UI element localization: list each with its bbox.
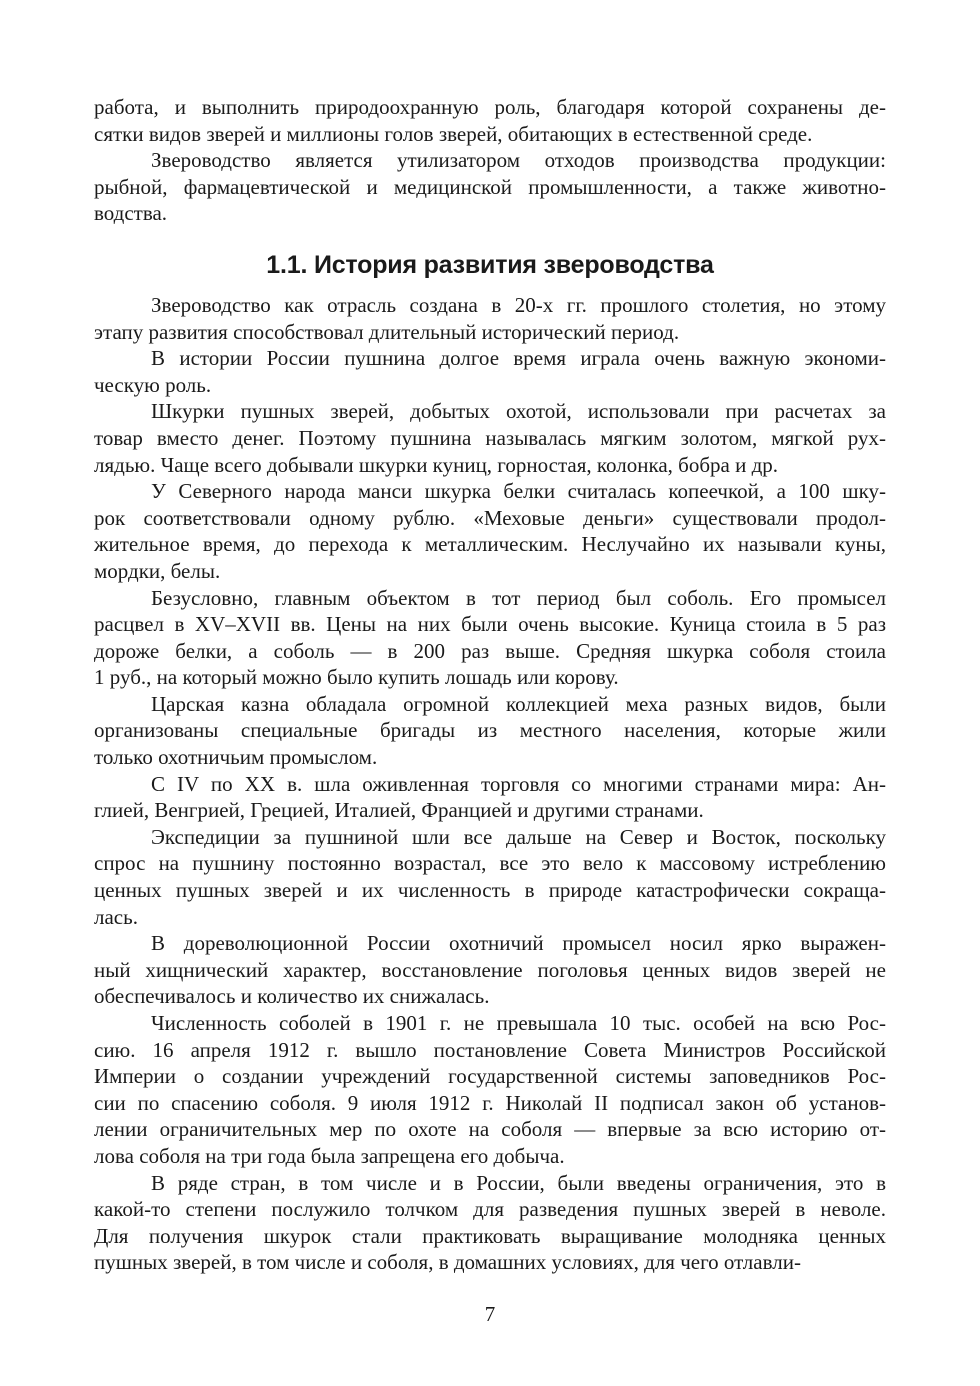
paragraph xyxy=(94,94,886,147)
paragraph xyxy=(94,585,886,691)
text-line: 1 руб., на который можно было купить лошадь или корову. xyxy=(94,665,619,690)
text-line: Численность соболей в 1901 г. не превышала 10 тыс. особей на всю Рос- xyxy=(151,1011,886,1035)
paragraph xyxy=(94,398,886,478)
text-line: сию. 16 апреля 1912 г. вышло постановление Совета Министров Российской xyxy=(94,1037,886,1062)
text-line: пушных зверей, в том числе и соболя, в домашних условиях, для чего отлавли- xyxy=(94,1250,801,1275)
text-line: ный хищнический характер, восстановление поголовья ценных видов зверей не xyxy=(94,957,886,982)
text-line: В дореволюционной России охотничий промысел носил ярко выражен- xyxy=(151,931,886,956)
text-line: Звероводство является утилизатором отходов производства продукции: xyxy=(151,148,886,173)
paragraph xyxy=(94,478,886,584)
text-line: Царская казна обладала огромной коллекцией меха разных видов, были xyxy=(151,691,886,716)
text-line: лении ограничительных мер по охоте на соболя — впервые за всю историю от- xyxy=(94,1117,886,1142)
text-line: Империи о создании учреждений государственной системы заповедников Рос- xyxy=(94,1064,886,1089)
text-line: расцвел в XV–XVII вв. Цены на них были очень высокие. Куница стоила в 5 раз xyxy=(94,612,886,637)
text-line: водства. xyxy=(94,201,168,226)
text-line: Звероводство как отрасль создана в 20-х гг. прошлого столетия, но этому xyxy=(151,292,886,317)
paragraph xyxy=(94,824,886,930)
text-line: В истории России пушнина долгое время играла очень важную экономи- xyxy=(151,346,886,371)
text-line: жительное время, до перехода к металлическим. Неслучайно их называли куны, xyxy=(94,532,886,557)
text-line: Шкурки пушных зверей, добытых охотой, использовали при расчетах за xyxy=(151,399,886,424)
page-body xyxy=(94,94,886,1276)
intro-text xyxy=(94,94,886,227)
text-line: У Северного народа манси шкурка белки считалась копеечкой, а 100 шку- xyxy=(151,479,886,504)
text-line: В ряде стран, в том числе и в России, были введены ограничения, это в xyxy=(151,1170,886,1195)
text-line: лядью. Чаще всего добывали шкурки куниц, горностая, колонка, бобра и др. xyxy=(94,452,779,477)
text-line: глией, Венгрией, Грецией, Италией, Францией и другими странами. xyxy=(94,798,704,823)
text-line: Экспедиции за пушниной шли все дальше на Север и Восток, поскольку xyxy=(151,824,886,849)
text-line: какой-то степени послужило толчком для разведения пушных зверей в неволе. xyxy=(94,1197,886,1222)
paragraph xyxy=(94,147,886,227)
text-line: организованы специальные бригады из местного населения, которые жили xyxy=(94,718,886,743)
text-line: Для получения шкурок стали практиковать выращивание молодняка ценных xyxy=(94,1223,886,1248)
text-line: рок соответствовали одному рублю. «Меховые деньги» существовали продол- xyxy=(94,505,886,530)
text-line: рыбной, фармацевтической и медицинской промышленности, а также животно- xyxy=(94,174,886,199)
text-line: товар вместо денег. Поэтому пушнина называлась мягким золотом, мягкой рух- xyxy=(94,425,886,450)
text-line: этапу развития способствовал длительный исторический период. xyxy=(94,319,680,344)
paragraph xyxy=(94,691,886,771)
paragraph xyxy=(94,930,886,1010)
text-line: работа, и выполнить природоохранную роль, благодаря которой сохранены де- xyxy=(94,95,886,119)
paragraph xyxy=(94,292,886,345)
text-line: обеспечивалось и количество их снижалась. xyxy=(94,984,490,1009)
text-line: дороже белки, а соболь — в 200 раз выше. Средняя шкурка соболя стоила xyxy=(94,638,886,663)
paragraph xyxy=(94,345,886,398)
paragraph xyxy=(94,1170,886,1276)
text-line: спрос на пушнину постоянно возрастал, все это вело к массовому истреблению xyxy=(94,851,886,876)
text-line: сии по спасению соболя. 9 июля 1912 г. Николай II подписал закон об установ- xyxy=(94,1090,886,1115)
text-line: ческую роль. xyxy=(94,372,212,397)
paragraph xyxy=(94,771,886,824)
text-line: С IV по XX в. шла оживленная торговля со многими странами мира: Ан- xyxy=(151,771,886,796)
text-line: только охотничьим промыслом. xyxy=(94,745,378,770)
page-number: 7 xyxy=(484,1302,496,1326)
text-line: ценных пушных зверей и их численность в природе катастрофически сокраща- xyxy=(94,878,886,903)
section-text xyxy=(94,292,886,1276)
text-line: сятки видов зверей и миллионы голов зверей, обитающих в естественной среде. xyxy=(94,121,813,146)
section-title: 1.1. История развития звероводства xyxy=(266,250,714,279)
text-line: лась. xyxy=(94,904,138,929)
text-line: Безусловно, главным объектом в тот период был соболь. Его промысел xyxy=(151,585,886,610)
paragraph xyxy=(94,1010,886,1170)
text-line: мордки, белы. xyxy=(94,558,221,583)
text-line: лова соболя на три года была запрещена его добыча. xyxy=(94,1143,565,1168)
